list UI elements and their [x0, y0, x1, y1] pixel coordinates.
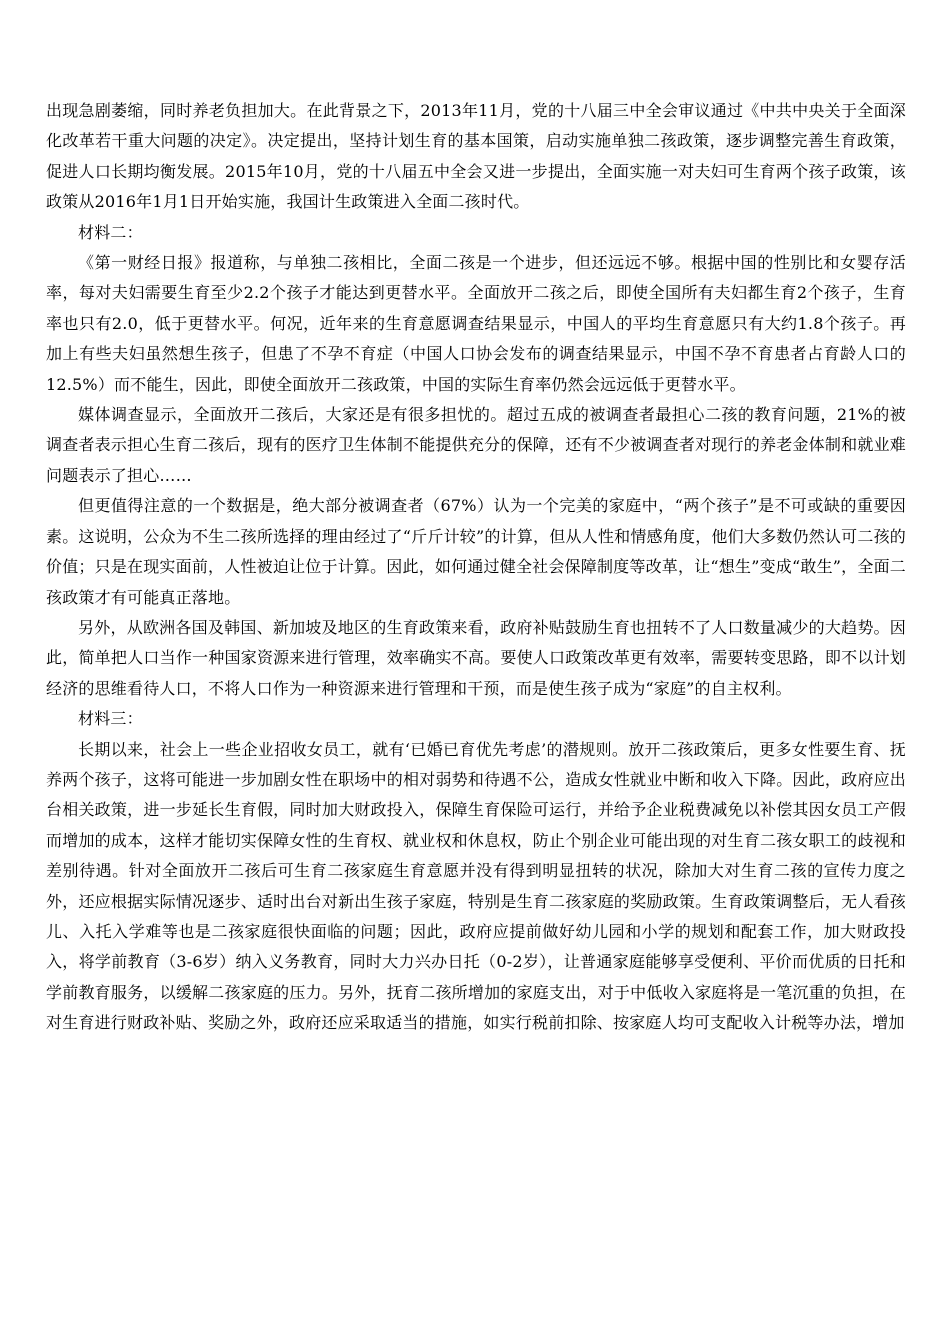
document-body — [46, 96, 906, 1039]
material-two-heading: 材料二： — [78, 222, 143, 242]
paragraph-media-survey: 媒体调查显示，全面放开二孩后，大家还是有很多担忧的。超过五成的被调查者最担心二孩的教育问题，21%的被调查者表示担心生育二孩后，现有的医疗卫生体制不能提供充分的保障，还有不少被调查者对现行的养老金体制和就业难问题表示了担心…… — [46, 405, 906, 485]
paragraph-continuation: 出现急剧萎缩，同时养老负担加大。在此背景之下，2013年11月，党的十八届三中全会审议通过《中共中央关于全面深化改革若干重大问题的决定》。决定提出，坚持计划生育的基本国策，启动实施单独二孩政策，逐步调整完善生育政策，促进人口长期均衡发展。2015年10月，党的十八届五中全会又进一步提出，全面实施一对夫妇可生育两个孩子政策，该政策从2016年1月1日开始实施，我国计生政策进入全面二孩时代。 — [46, 101, 906, 212]
paragraph-notable-data: 但更值得注意的一个数据是，绝大部分被调查者（67%）认为一个完美的家庭中，“两个孩子”是不可或缺的重要因素。这说明，公众为不生二孩所选择的理由经过了“斤斤计较”的计算，但从人性和情感角度，他们大多数仍然认可二孩的价值；只是在现实面前，人性被迫让位于计算。因此，如何通过健全社会保障制度等改革，让“想生”变成“敢生”，全面二孩政策才有可能真正落地。 — [46, 496, 906, 607]
material-three-heading: 材料三： — [78, 709, 143, 729]
paragraph-female-employment: 长期以来，社会上一些企业招收女员工，就有‘已婚已育优先考虑’的潜规则。放开二孩政策后，更多女性要生育、抚养两个孩子，这将可能进一步加剧女性在职场中的相对弱势和待遇不公，造成女性就业中断和收入下降。因此，政府应出台相关政策，进一步延长生育假，同时加大财政投入，保障生育保险可运行，并给予企业税费减免以补偿其因女员工产假而增加的成本，这样才能切实保障女性的生育权、就业权和休息权，防止个别企业可能出现的对生育二孩女职工的歧视和差别待遇。针对全面放开二孩后可生育二孩家庭生育意愿并没有得到明显扭转的状况，除加大对生育二孩的宣传力度之外，还应根据实际情况逐步、适时出台对新出生孩子家庭，特别是生育二孩家庭的奖励政策。生育政策调整后，无人看孩儿、入托入学难等也是二孩家庭很快面临的问题；因此，政府应提前做好幼儿园和小学的规划和配套工作，加大财政投入，将学前教育（3-6岁）纳入义务教育，同时大力兴办日托（0-2岁），让普通家庭能够享受便利、平价而优质的日托和学前教育服务，以缓解二孩家庭的压力。另外，抚育二孩所增加的家庭支出，对于中低收入家庭将是一笔沉重的负担，在对生育进行财政补贴、奖励之外，政府还应采取适当的措施，如实行税前扣除、按家庭人均可支配收入计税等办法，增加 — [46, 739, 906, 1033]
paragraph-first-finance-daily: 《第一财经日报》报道称，与单独二孩相比，全面二孩是一个进步，但还远远不够。根据中国的性别比和女婴存活率，每对夫妇需要生育至少2.2个孩子才能达到更替水平。全面放开二孩之后，即使全国所有夫妇都生育2个孩子，生育率也只有2.0，低于更替水平。何况，近年来的生育意愿调查结果显示，中国人的平均生育意愿只有大约1.8个孩子。再加上有些夫妇虽然想生孩子，但患了不孕不育症（中国人口协会发布的调查结果显示，中国不孕不育患者占育龄人口的12.5%）而不能生，因此，即使全面放开二孩政策，中国的实际生育率仍然会远远低于更替水平。 — [46, 253, 906, 394]
paragraph-international-policy: 另外，从欧洲各国及韩国、新加坡及地区的生育政策来看，政府补贴鼓励生育也扭转不了人口数量减少的大趋势。因此，简单把人口当作一种国家资源来进行管理，效率确实不高。要使人口政策改革更有效率，需要转变思路，即不以计划经济的思维看待人口，不将人口作为一种资源来进行管理和干预，而是使生孩子成为“家庭”的自主权利。 — [46, 617, 906, 698]
